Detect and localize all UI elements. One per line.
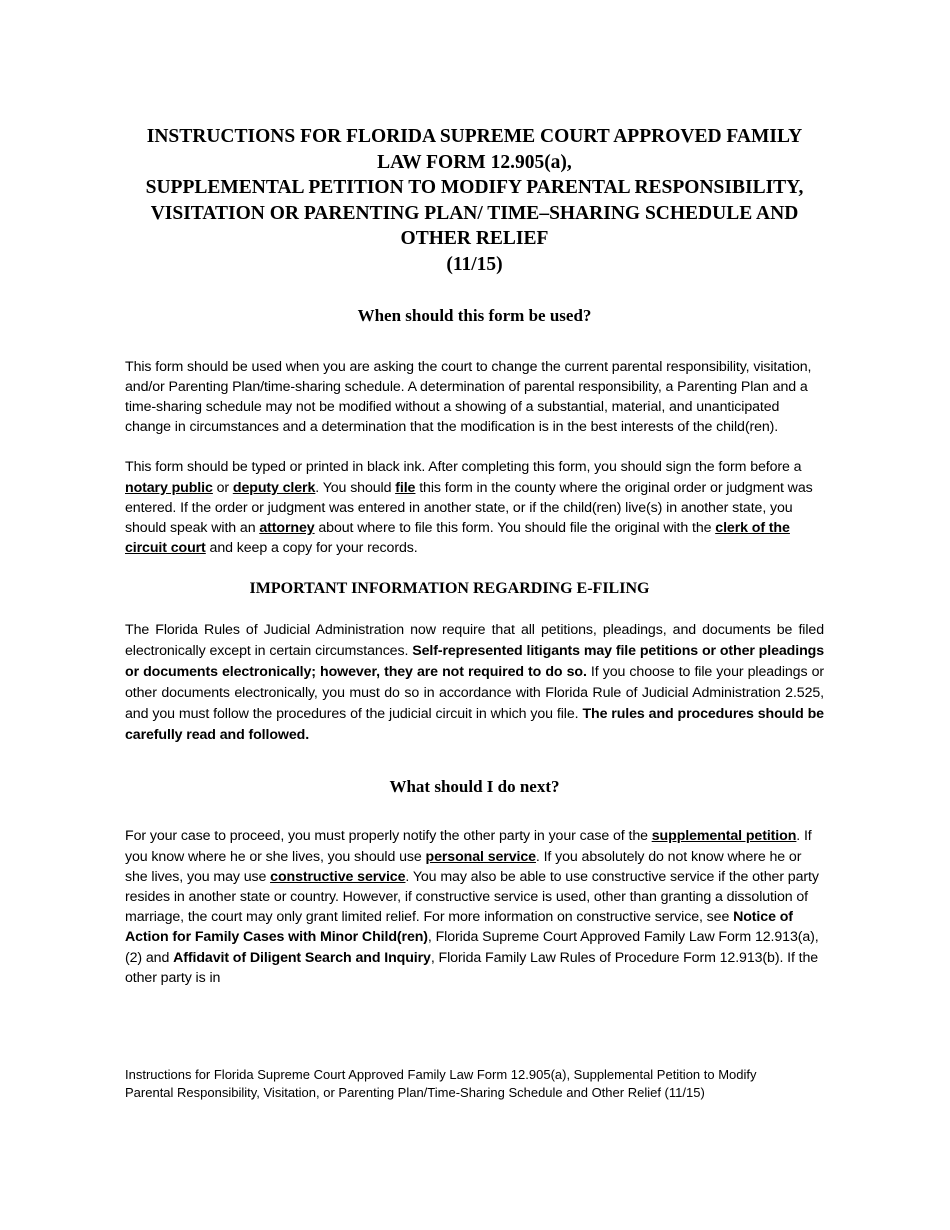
document-title — [125, 124, 824, 278]
constructive-service-link[interactable]: constructive service — [270, 868, 406, 885]
title-line-4: VISITATION OR PARENTING PLAN/ TIME–SHARING SCHEDULE AND — [150, 202, 799, 224]
personal-service-link[interactable]: personal service — [425, 848, 536, 865]
notary-public-link[interactable]: notary public — [125, 479, 213, 496]
title-line-3: SUPPLEMENTAL PETITION TO MODIFY PARENTAL RESPONSIBILITY, — [145, 177, 804, 199]
title-line-2: LAW FORM 12.905(a), — [377, 151, 572, 173]
paragraph-filing-instructions: This form should be typed or printed in black ink. After completing this form, you should sign the form before a notary public or deputy clerk. You should file this form in the county where the original order or judgment was entered. If the order or judgment was entered in another state, or if the child(ren) live(s) in another state, you should speak with an attorney about where to file this form. You should file the original with the clerk of the circuit court and keep a copy for your records. — [125, 459, 813, 557]
title-line-5: OTHER RELIEF — [400, 228, 549, 250]
supplemental-petition-link[interactable]: supplemental petition — [651, 828, 797, 845]
clerk-of-circuit-court-link[interactable]: clerk of the circuit court — [125, 519, 790, 557]
paragraph-what-next: For your case to proceed, you must properly notify the other party in your case of the supplemental petition. If you know where he or she lives, you should use personal service. If you absolutely do not know where he or she lives, you may use constructive service. You may also be able to use constructive service if the other party resides in another state or country. However, if constructive service is used, other than granting a dissolution of marriage, the court may only grant limited relief. For more information on constructive service, see Notice of Action for Family Cases with Minor Child(ren), Florida Supreme Court Approved Family Law Form 12.913(a),(2) and Affidavit of Diligent Search and Inquiry, Florida Family Law Rules of Procedure Form 12.913(b). If the other party is in — [125, 828, 819, 986]
title-line-1: INSTRUCTIONS FOR FLORIDA SUPREME COURT APPROVED FAMILY — [146, 126, 803, 147]
file-link[interactable]: file — [395, 479, 416, 496]
page-footer — [125, 1066, 835, 1102]
footer-line-1: Instructions for Florida Supreme Court Approved Family Law Form 12.905(a), Supplemental Petition to Modify — [125, 1067, 757, 1082]
footer-line-2: Parental Responsibility, Visitation, or Parenting Plan/Time-Sharing Schedule and Other Relief (11/15) — [125, 1085, 705, 1100]
deputy-clerk-link[interactable]: deputy clerk — [232, 479, 316, 496]
paragraph-when-used: This form should be used when you are asking the court to change the current parental responsibility, visitation, and/or Parenting Plan/time-sharing schedule. A determination of parental responsibility, a Parenting Plan and a time-sharing schedule may not be modified without a showing of a substantial, material, and unanticipated change in circumstances and a determination that the modification is in the best interests of the child(ren). — [125, 358, 812, 436]
heading-when-used: When should this form be used? — [357, 305, 592, 325]
title-line-6: (11/15) — [446, 253, 503, 275]
heading-what-next: What should I do next? — [389, 777, 560, 797]
paragraph-efiling: The Florida Rules of Judicial Administration now require that all petitions, pleadings, and documents be filed electronically except in certain circumstances. Self-represented litigants may file petitions or other pleadings or documents electronically; however, they are not required to do so. If you choose to file your pleadings or other documents electronically, you must do so in accordance with Florida Rule of Judicial Administration 2.525, and you must follow the procedures of the judicial circuit in which you file. The rules and procedures should be carefully read and followed. — [125, 622, 824, 744]
attorney-link[interactable]: attorney — [259, 519, 315, 536]
document-page — [125, 124, 824, 988]
heading-efiling: IMPORTANT INFORMATION REGARDING E-FILING — [249, 580, 650, 598]
